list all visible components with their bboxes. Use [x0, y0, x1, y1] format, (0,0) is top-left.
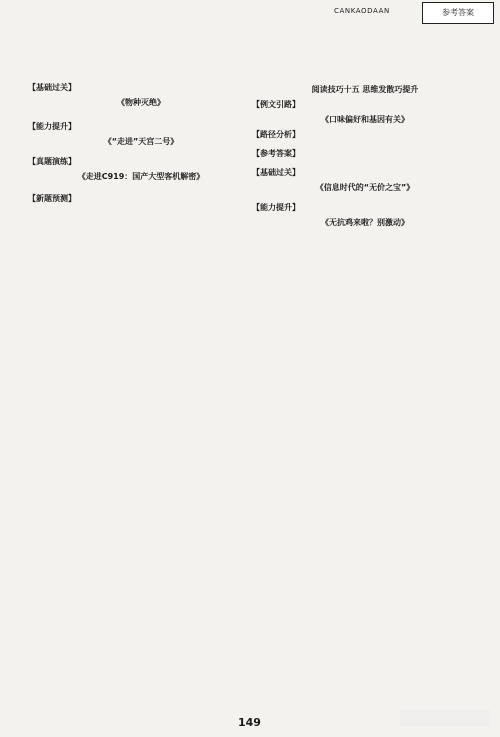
brand-text: CANKAODAAN	[334, 7, 390, 15]
section-real: 【真题演练】	[28, 157, 76, 166]
article-title-3: 《走进C919：国产大型客机解密》	[77, 172, 205, 181]
watermark-logo	[400, 709, 490, 727]
article-title-1: 《物种灭绝》	[117, 98, 165, 107]
section-ref: 【参考答案】	[252, 149, 300, 158]
article-title-2: 《“走进”天宫二号》	[103, 137, 179, 146]
corner-logo	[334, 2, 494, 24]
section-basic-2: 【基础过关】	[252, 168, 300, 177]
right-column	[252, 80, 478, 231]
logo-mark: 参考答案	[422, 2, 494, 24]
section-basic: 【基础过关】	[28, 83, 76, 92]
left-column	[28, 78, 254, 206]
section-title: 阅读技巧十五 思维发散巧提升	[311, 85, 419, 94]
article-title-6: 《无抗鸡来啦？别激动》	[321, 218, 409, 227]
section-example: 【例文引路】	[252, 100, 300, 109]
section-predict: 【新题预测】	[28, 194, 76, 203]
article-title-4: 《口味偏好和基因有关》	[321, 115, 409, 124]
article-title-5: 《信息时代的“无价之宝”》	[315, 183, 415, 192]
page-number: 149	[238, 716, 261, 729]
section-ability: 【能力提升】	[28, 122, 76, 131]
section-ability-2: 【能力提升】	[252, 203, 300, 212]
section-path: 【路径分析】	[252, 130, 300, 139]
